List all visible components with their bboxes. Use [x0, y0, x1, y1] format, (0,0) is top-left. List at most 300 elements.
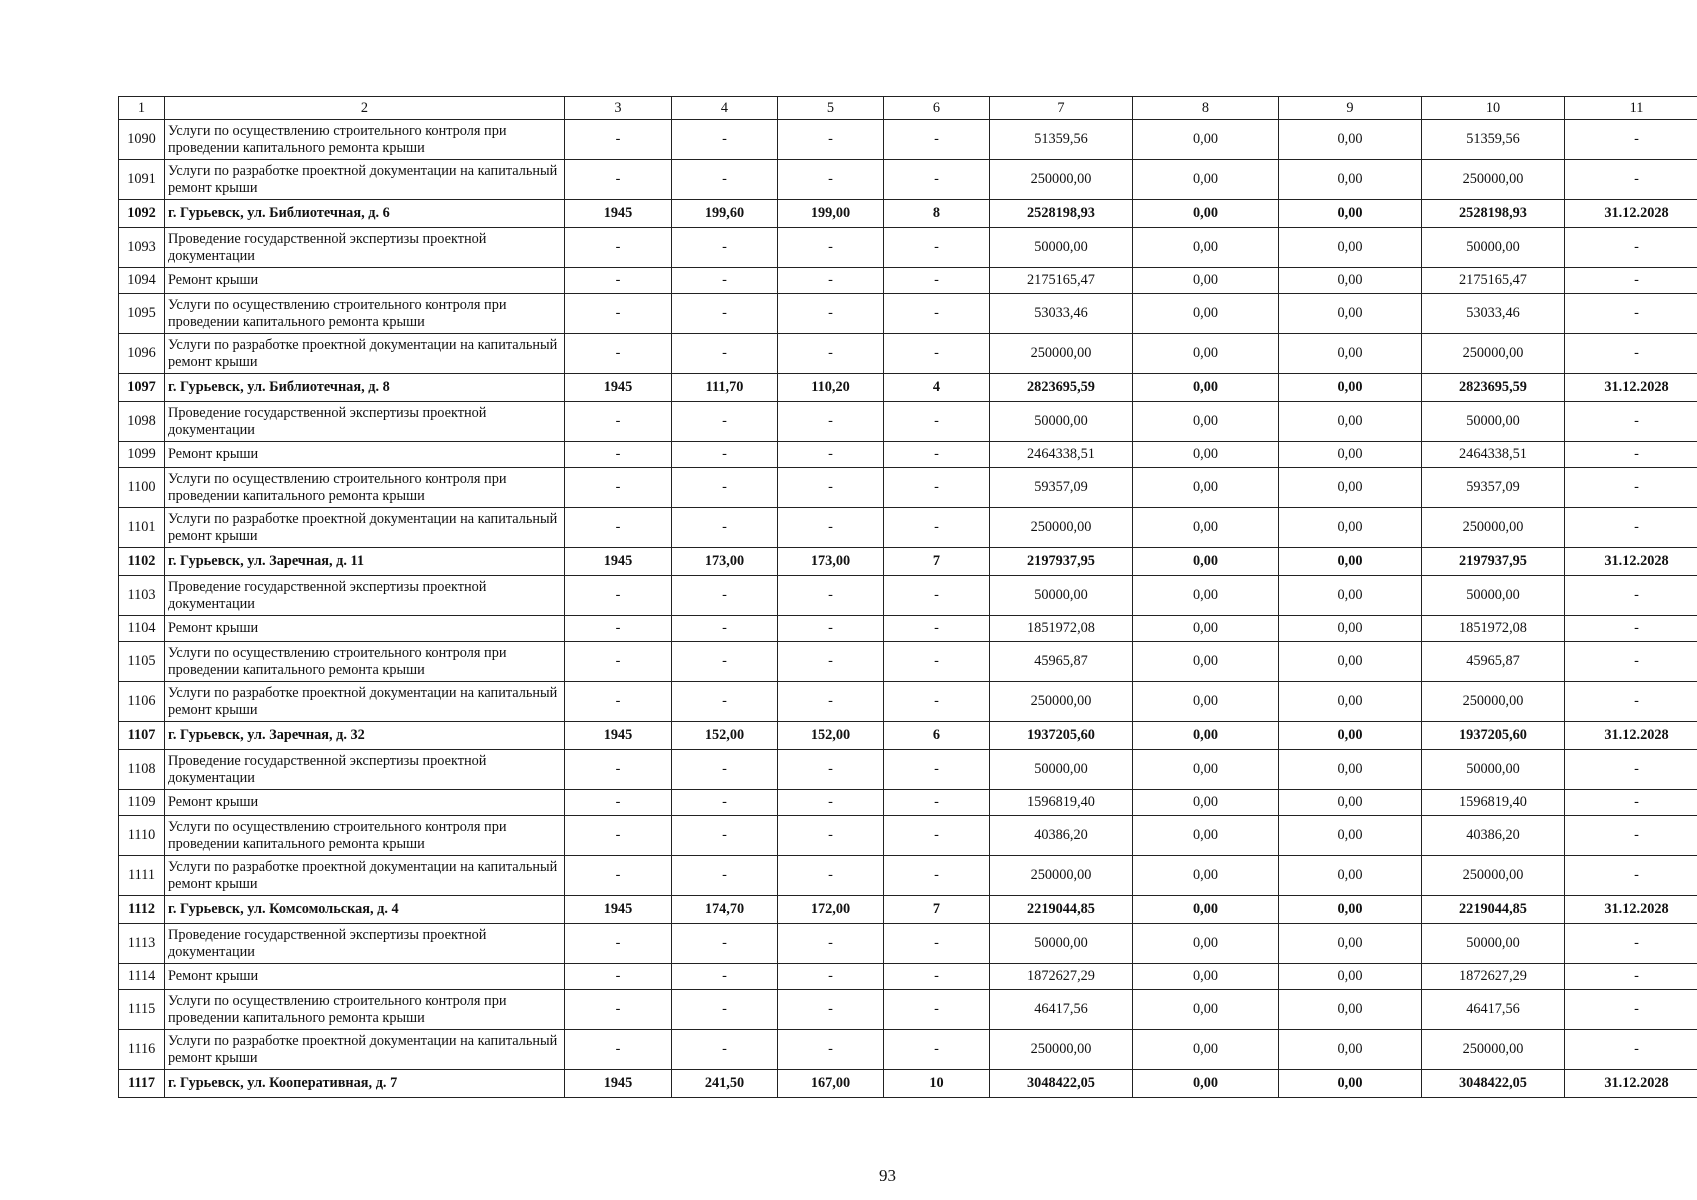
value-cell: -	[565, 924, 672, 964]
row-number-cell: 1114	[119, 964, 165, 990]
value-cell: 50000,00	[990, 750, 1133, 790]
value-cell: -	[565, 160, 672, 200]
value-cell: 8	[884, 200, 990, 228]
value-cell: -	[884, 442, 990, 468]
value-cell: 7	[884, 896, 990, 924]
value-cell: 3048422,05	[1422, 1070, 1565, 1098]
value-cell: -	[778, 964, 884, 990]
name-cell: г. Гурьевск, ул. Кооперативная, д. 7	[165, 1070, 565, 1098]
value-cell: -	[1565, 1030, 1697, 1070]
value-cell: -	[1565, 616, 1697, 642]
value-cell: -	[672, 790, 778, 816]
value-cell: -	[778, 1030, 884, 1070]
value-cell: 250000,00	[1422, 856, 1565, 896]
value-cell: 31.12.2028	[1565, 896, 1697, 924]
value-cell: -	[565, 334, 672, 374]
name-cell: г. Гурьевск, ул. Заречная, д. 32	[165, 722, 565, 750]
value-cell: 0,00	[1279, 682, 1422, 722]
name-cell: Ремонт крыши	[165, 616, 565, 642]
value-cell: -	[565, 120, 672, 160]
column-header: 1	[119, 97, 165, 120]
value-cell: -	[565, 964, 672, 990]
header-row	[119, 97, 1697, 120]
table-row	[119, 1030, 1697, 1070]
value-cell: -	[565, 750, 672, 790]
value-cell: -	[672, 964, 778, 990]
value-cell: -	[1565, 576, 1697, 616]
value-cell: 1596819,40	[1422, 790, 1565, 816]
value-cell: 111,70	[672, 374, 778, 402]
value-cell: -	[1565, 442, 1697, 468]
value-cell: 31.12.2028	[1565, 1070, 1697, 1098]
value-cell: -	[778, 228, 884, 268]
value-cell: 4	[884, 374, 990, 402]
value-cell: 0,00	[1133, 268, 1279, 294]
value-cell: -	[1565, 160, 1697, 200]
value-cell: 2464338,51	[990, 442, 1133, 468]
value-cell: -	[884, 160, 990, 200]
value-cell: 0,00	[1279, 576, 1422, 616]
column-header: 2	[165, 97, 565, 120]
column-header: 11	[1565, 97, 1697, 120]
row-number-cell: 1091	[119, 160, 165, 200]
value-cell: -	[778, 442, 884, 468]
value-cell: -	[565, 990, 672, 1030]
row-number-cell: 1106	[119, 682, 165, 722]
value-cell: 250000,00	[1422, 334, 1565, 374]
value-cell: 0,00	[1133, 750, 1279, 790]
value-cell: 250000,00	[990, 508, 1133, 548]
value-cell: -	[1565, 120, 1697, 160]
value-cell: -	[1565, 334, 1697, 374]
table-row	[119, 816, 1697, 856]
value-cell: 0,00	[1133, 294, 1279, 334]
table-row	[119, 750, 1697, 790]
value-cell: -	[1565, 816, 1697, 856]
value-cell: 241,50	[672, 1070, 778, 1098]
value-cell: 250000,00	[990, 1030, 1133, 1070]
value-cell: -	[778, 402, 884, 442]
value-cell: -	[672, 924, 778, 964]
name-cell: г. Гурьевск, ул. Комсомольская, д. 4	[165, 896, 565, 924]
value-cell: -	[1565, 856, 1697, 896]
row-number-cell: 1113	[119, 924, 165, 964]
row-number-cell: 1105	[119, 642, 165, 682]
value-cell: -	[778, 642, 884, 682]
table-row	[119, 468, 1697, 508]
row-number-cell: 1108	[119, 750, 165, 790]
value-cell: 50000,00	[990, 402, 1133, 442]
value-cell: 173,00	[672, 548, 778, 576]
value-cell: 0,00	[1133, 856, 1279, 896]
row-number-cell: 1116	[119, 1030, 165, 1070]
value-cell: 51359,56	[1422, 120, 1565, 160]
value-cell: -	[884, 790, 990, 816]
value-cell: -	[565, 682, 672, 722]
table-row	[119, 924, 1697, 964]
value-cell: -	[884, 642, 990, 682]
value-cell: -	[672, 120, 778, 160]
value-cell: -	[565, 642, 672, 682]
value-cell: 250000,00	[990, 160, 1133, 200]
value-cell: 45965,87	[990, 642, 1133, 682]
value-cell: -	[672, 160, 778, 200]
value-cell: -	[884, 334, 990, 374]
value-cell: 0,00	[1133, 374, 1279, 402]
table-body	[119, 120, 1697, 1098]
table-row	[119, 402, 1697, 442]
table-row	[119, 576, 1697, 616]
value-cell: 45965,87	[1422, 642, 1565, 682]
table-row	[119, 682, 1697, 722]
table-header	[119, 97, 1697, 120]
value-cell: 1851972,08	[1422, 616, 1565, 642]
value-cell: 0,00	[1133, 200, 1279, 228]
value-cell: -	[672, 508, 778, 548]
table-row	[119, 790, 1697, 816]
value-cell: 2175165,47	[1422, 268, 1565, 294]
name-cell: Услуги по разработке проектной документации на капитальный ремонт крыши	[165, 508, 565, 548]
value-cell: -	[672, 856, 778, 896]
value-cell: 0,00	[1133, 508, 1279, 548]
row-number-cell: 1109	[119, 790, 165, 816]
value-cell: 152,00	[778, 722, 884, 750]
value-cell: 0,00	[1279, 160, 1422, 200]
name-cell: Услуги по осуществлению строительного контроля при проведении капитального ремонта крыши	[165, 468, 565, 508]
name-cell: Ремонт крыши	[165, 790, 565, 816]
value-cell: 40386,20	[990, 816, 1133, 856]
value-cell: 1872627,29	[1422, 964, 1565, 990]
value-cell: 6	[884, 722, 990, 750]
value-cell: -	[672, 402, 778, 442]
row-number-cell: 1103	[119, 576, 165, 616]
value-cell: 0,00	[1279, 402, 1422, 442]
value-cell: -	[778, 616, 884, 642]
value-cell: -	[672, 990, 778, 1030]
table-row	[119, 856, 1697, 896]
value-cell: 0,00	[1279, 120, 1422, 160]
value-cell: 250000,00	[990, 334, 1133, 374]
value-cell: -	[1565, 468, 1697, 508]
value-cell: 0,00	[1133, 924, 1279, 964]
value-cell: 1945	[565, 896, 672, 924]
value-cell: -	[884, 468, 990, 508]
name-cell: Проведение государственной экспертизы проектной документации	[165, 576, 565, 616]
table-row	[119, 990, 1697, 1030]
name-cell: Услуги по осуществлению строительного контроля при проведении капитального ремонта крыши	[165, 816, 565, 856]
column-header: 9	[1279, 97, 1422, 120]
column-header: 7	[990, 97, 1133, 120]
name-cell: г. Гурьевск, ул. Заречная, д. 11	[165, 548, 565, 576]
value-cell: 0,00	[1133, 468, 1279, 508]
value-cell: 0,00	[1279, 468, 1422, 508]
address-row	[119, 374, 1697, 402]
value-cell: -	[884, 294, 990, 334]
value-cell: 0,00	[1279, 964, 1422, 990]
value-cell: -	[672, 468, 778, 508]
value-cell: -	[1565, 268, 1697, 294]
value-cell: 0,00	[1133, 442, 1279, 468]
table-row	[119, 334, 1697, 374]
value-cell: 46417,56	[1422, 990, 1565, 1030]
value-cell: 10	[884, 1070, 990, 1098]
value-cell: 0,00	[1133, 228, 1279, 268]
value-cell: 174,70	[672, 896, 778, 924]
value-cell: 50000,00	[990, 924, 1133, 964]
table-row	[119, 294, 1697, 334]
value-cell: 3048422,05	[990, 1070, 1133, 1098]
value-cell: -	[565, 228, 672, 268]
value-cell: -	[884, 816, 990, 856]
value-cell: -	[1565, 790, 1697, 816]
value-cell: 0,00	[1133, 616, 1279, 642]
value-cell: -	[672, 642, 778, 682]
value-cell: -	[884, 1030, 990, 1070]
value-cell: -	[1565, 294, 1697, 334]
value-cell: -	[884, 750, 990, 790]
value-cell: -	[672, 616, 778, 642]
value-cell: -	[884, 616, 990, 642]
value-cell: 0,00	[1279, 294, 1422, 334]
value-cell: 0,00	[1279, 616, 1422, 642]
name-cell: Услуги по осуществлению строительного контроля при проведении капитального ремонта крыши	[165, 642, 565, 682]
value-cell: 0,00	[1133, 402, 1279, 442]
value-cell: -	[1565, 228, 1697, 268]
value-cell: -	[1565, 402, 1697, 442]
value-cell: 0,00	[1279, 990, 1422, 1030]
name-cell: г. Гурьевск, ул. Библиотечная, д. 8	[165, 374, 565, 402]
value-cell: -	[884, 924, 990, 964]
value-cell: 40386,20	[1422, 816, 1565, 856]
value-cell: -	[778, 816, 884, 856]
value-cell: 0,00	[1133, 334, 1279, 374]
value-cell: 0,00	[1279, 1070, 1422, 1098]
value-cell: 1937205,60	[1422, 722, 1565, 750]
value-cell: -	[1565, 508, 1697, 548]
value-cell: 53033,46	[1422, 294, 1565, 334]
value-cell: 0,00	[1279, 334, 1422, 374]
value-cell: 2219044,85	[1422, 896, 1565, 924]
value-cell: 50000,00	[1422, 750, 1565, 790]
value-cell: -	[778, 682, 884, 722]
value-cell: -	[778, 508, 884, 548]
value-cell: -	[672, 1030, 778, 1070]
value-cell: 199,00	[778, 200, 884, 228]
value-cell: -	[884, 268, 990, 294]
value-cell: 50000,00	[1422, 402, 1565, 442]
value-cell: -	[884, 120, 990, 160]
table-row	[119, 160, 1697, 200]
column-header: 6	[884, 97, 990, 120]
value-cell: -	[565, 468, 672, 508]
value-cell: 250000,00	[990, 682, 1133, 722]
value-cell: -	[884, 682, 990, 722]
name-cell: Ремонт крыши	[165, 268, 565, 294]
value-cell: -	[1565, 642, 1697, 682]
column-header: 10	[1422, 97, 1565, 120]
page-number: 93	[879, 1166, 896, 1185]
name-cell: Услуги по осуществлению строительного контроля при проведении капитального ремонта крыши	[165, 990, 565, 1030]
name-cell: Услуги по разработке проектной документации на капитальный ремонт крыши	[165, 1030, 565, 1070]
value-cell: -	[565, 294, 672, 334]
value-cell: 0,00	[1133, 576, 1279, 616]
table-row	[119, 616, 1697, 642]
name-cell: Ремонт крыши	[165, 442, 565, 468]
value-cell: 50000,00	[1422, 576, 1565, 616]
table-row	[119, 442, 1697, 468]
value-cell: -	[778, 924, 884, 964]
value-cell: -	[884, 856, 990, 896]
row-number-cell: 1112	[119, 896, 165, 924]
value-cell: 2197937,95	[990, 548, 1133, 576]
name-cell: Проведение государственной экспертизы проектной документации	[165, 924, 565, 964]
value-cell: -	[884, 402, 990, 442]
row-number-cell: 1094	[119, 268, 165, 294]
value-cell: 1945	[565, 722, 672, 750]
value-cell: 51359,56	[990, 120, 1133, 160]
value-cell: -	[1565, 964, 1697, 990]
value-cell: 0,00	[1279, 268, 1422, 294]
row-number-cell: 1115	[119, 990, 165, 1030]
value-cell: -	[778, 856, 884, 896]
row-number-cell: 1101	[119, 508, 165, 548]
name-cell: Услуги по осуществлению строительного контроля при проведении капитального ремонта крыши	[165, 294, 565, 334]
value-cell: 250000,00	[1422, 160, 1565, 200]
value-cell: -	[778, 160, 884, 200]
value-cell: 167,00	[778, 1070, 884, 1098]
value-cell: -	[778, 576, 884, 616]
name-cell: г. Гурьевск, ул. Библиотечная, д. 6	[165, 200, 565, 228]
value-cell: 59357,09	[990, 468, 1133, 508]
value-cell: -	[884, 990, 990, 1030]
row-number-cell: 1102	[119, 548, 165, 576]
value-cell: 2197937,95	[1422, 548, 1565, 576]
value-cell: 0,00	[1279, 508, 1422, 548]
name-cell: Услуги по разработке проектной документации на капитальный ремонт крыши	[165, 160, 565, 200]
value-cell: 2823695,59	[990, 374, 1133, 402]
value-cell: 250000,00	[1422, 1030, 1565, 1070]
table-row	[119, 268, 1697, 294]
address-row	[119, 548, 1697, 576]
value-cell: 0,00	[1279, 548, 1422, 576]
row-number-cell: 1096	[119, 334, 165, 374]
row-number-cell: 1090	[119, 120, 165, 160]
value-cell: 31.12.2028	[1565, 548, 1697, 576]
value-cell: -	[778, 790, 884, 816]
table-row	[119, 964, 1697, 990]
value-cell: 172,00	[778, 896, 884, 924]
value-cell: 0,00	[1133, 816, 1279, 856]
name-cell: Проведение государственной экспертизы проектной документации	[165, 750, 565, 790]
column-header: 3	[565, 97, 672, 120]
value-cell: -	[884, 228, 990, 268]
value-cell: 0,00	[1279, 228, 1422, 268]
value-cell: -	[565, 268, 672, 294]
value-cell: 0,00	[1279, 750, 1422, 790]
value-cell: -	[672, 334, 778, 374]
value-cell: -	[565, 442, 672, 468]
value-cell: 50000,00	[990, 228, 1133, 268]
row-number-cell: 1092	[119, 200, 165, 228]
value-cell: 0,00	[1279, 856, 1422, 896]
value-cell: -	[778, 120, 884, 160]
value-cell: 1945	[565, 1070, 672, 1098]
value-cell: 0,00	[1133, 1070, 1279, 1098]
row-number-cell: 1111	[119, 856, 165, 896]
value-cell: 173,00	[778, 548, 884, 576]
value-cell: 31.12.2028	[1565, 200, 1697, 228]
value-cell: -	[672, 294, 778, 334]
value-cell: -	[565, 508, 672, 548]
row-number-cell: 1107	[119, 722, 165, 750]
name-cell: Услуги по осуществлению строительного контроля при проведении капитального ремонта крыши	[165, 120, 565, 160]
address-row	[119, 200, 1697, 228]
value-cell: -	[672, 268, 778, 294]
value-cell: -	[778, 268, 884, 294]
value-cell: 0,00	[1279, 200, 1422, 228]
value-cell: -	[565, 816, 672, 856]
name-cell: Проведение государственной экспертизы проектной документации	[165, 402, 565, 442]
value-cell: 0,00	[1133, 120, 1279, 160]
value-cell: 0,00	[1133, 896, 1279, 924]
name-cell: Услуги по разработке проектной документации на капитальный ремонт крыши	[165, 682, 565, 722]
row-number-cell: 1100	[119, 468, 165, 508]
value-cell: 50000,00	[1422, 924, 1565, 964]
value-cell: 110,20	[778, 374, 884, 402]
table-row	[119, 642, 1697, 682]
value-cell: -	[672, 816, 778, 856]
value-cell: -	[1565, 924, 1697, 964]
value-cell: -	[565, 616, 672, 642]
value-cell: 0,00	[1279, 374, 1422, 402]
value-cell: 152,00	[672, 722, 778, 750]
value-cell: -	[884, 508, 990, 548]
value-cell: 250000,00	[990, 856, 1133, 896]
value-cell: 0,00	[1133, 642, 1279, 682]
value-cell: 0,00	[1133, 1030, 1279, 1070]
data-table	[118, 96, 1697, 1098]
value-cell: 2528198,93	[990, 200, 1133, 228]
value-cell: 0,00	[1133, 548, 1279, 576]
value-cell: 0,00	[1279, 790, 1422, 816]
value-cell: -	[1565, 750, 1697, 790]
column-header: 5	[778, 97, 884, 120]
table-row	[119, 228, 1697, 268]
value-cell: 46417,56	[990, 990, 1133, 1030]
column-header: 4	[672, 97, 778, 120]
value-cell: -	[672, 750, 778, 790]
value-cell: -	[565, 1030, 672, 1070]
row-number-cell: 1093	[119, 228, 165, 268]
value-cell: 2219044,85	[990, 896, 1133, 924]
table-row	[119, 120, 1697, 160]
value-cell: 59357,09	[1422, 468, 1565, 508]
value-cell: 0,00	[1279, 924, 1422, 964]
value-cell: -	[884, 576, 990, 616]
value-cell: 0,00	[1133, 790, 1279, 816]
value-cell: 31.12.2028	[1565, 374, 1697, 402]
value-cell: 50000,00	[1422, 228, 1565, 268]
value-cell: 2823695,59	[1422, 374, 1565, 402]
value-cell: 0,00	[1133, 722, 1279, 750]
value-cell: 0,00	[1279, 1030, 1422, 1070]
value-cell: -	[672, 228, 778, 268]
value-cell: -	[884, 964, 990, 990]
name-cell: Услуги по разработке проектной документации на капитальный ремонт крыши	[165, 856, 565, 896]
name-cell: Ремонт крыши	[165, 964, 565, 990]
value-cell: 250000,00	[1422, 508, 1565, 548]
value-cell: 2464338,51	[1422, 442, 1565, 468]
